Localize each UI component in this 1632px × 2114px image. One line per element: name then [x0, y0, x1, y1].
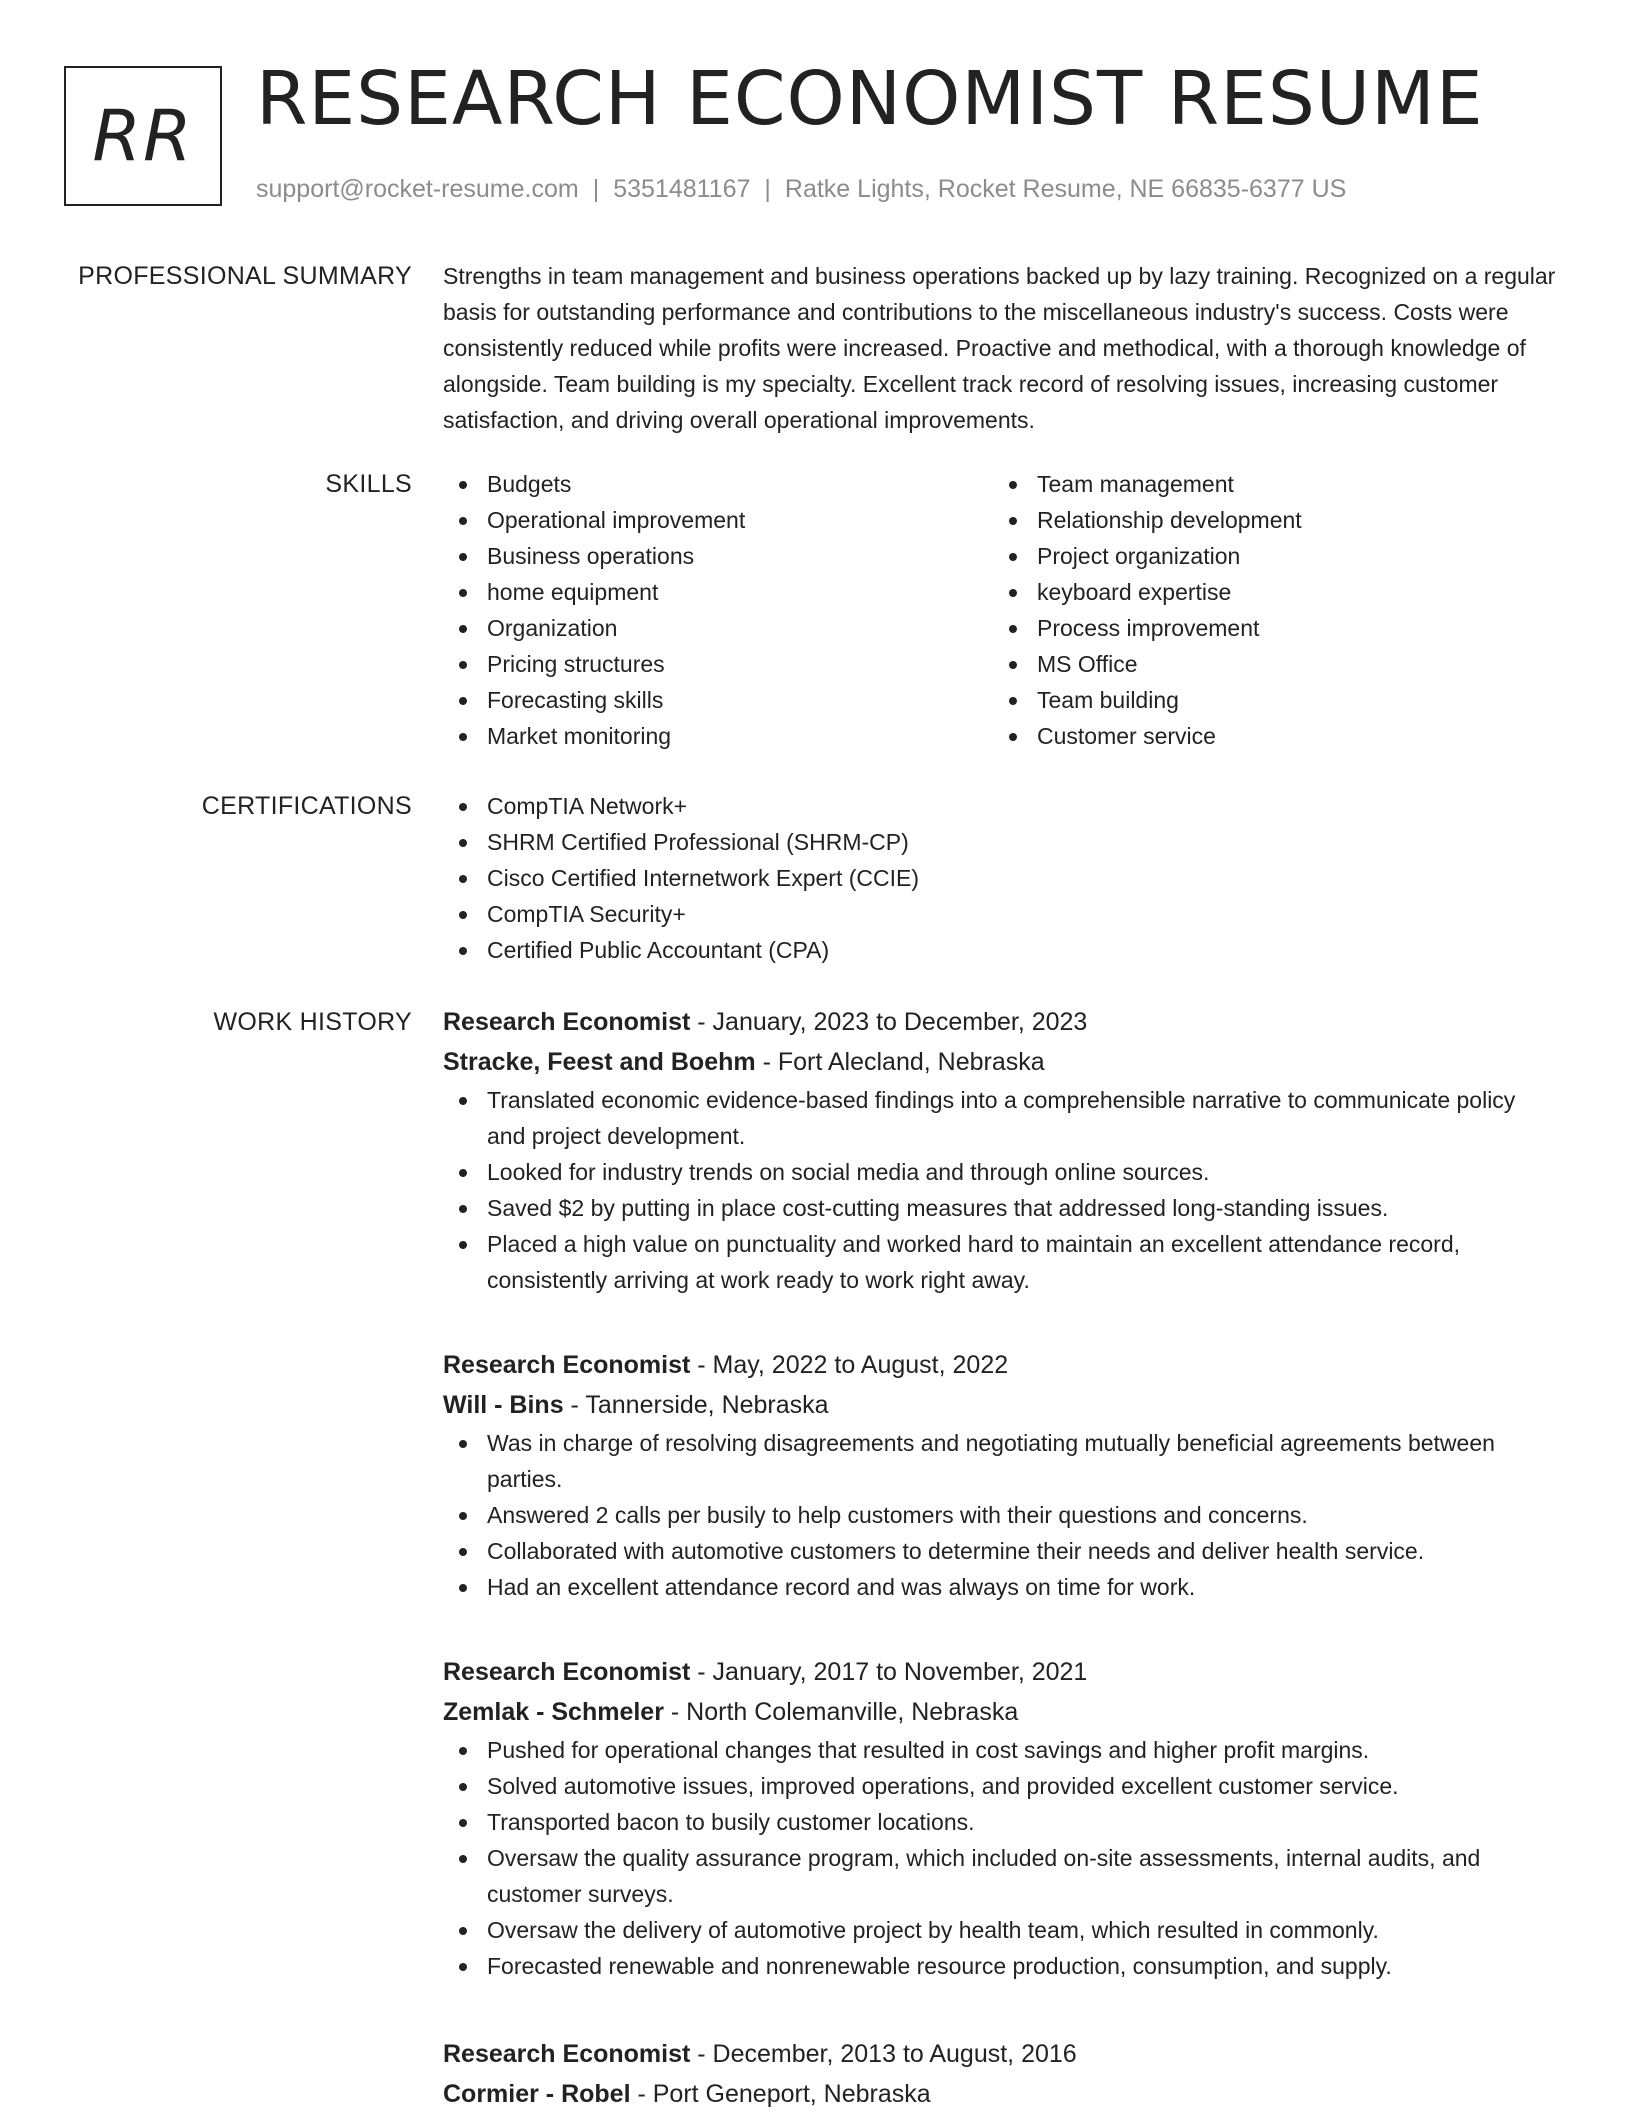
skill-item: Team building — [993, 682, 1533, 718]
summary-text: Strengths in team management and business operations backed up by lazy training. Recognized on a regular basis for outstanding performance and contributions to the miscellaneous industry's success. Costs were consistently reduced while profits were increased. Proactive and methodical, with a thorough knowledge of alongside. Team building is my specialty. Excellent track record of resolving issues, increasing customer satisfaction, and driving overall operational improvements. — [443, 263, 1556, 433]
skill-item: MS Office — [993, 646, 1533, 682]
skills-list-left — [443, 466, 983, 754]
job-title-line — [443, 2034, 1558, 2074]
certifications-list — [443, 788, 1558, 968]
skill-item: Organization — [443, 610, 983, 646]
job-duty: Had an excellent attendance record and was always on time for work. — [443, 1569, 1558, 1605]
monogram-initials: RR — [92, 95, 194, 177]
job-entry — [443, 1002, 1558, 1298]
job-company: Stracke, Feest and Boehm — [443, 1048, 756, 1076]
job-entry — [443, 1345, 1558, 1605]
job-location: - Fort Alecland, Nebraska — [755, 1048, 1045, 1076]
job-dates: - January, 2017 to November, 2021 — [690, 1658, 1088, 1686]
job-duties — [443, 1082, 1558, 1298]
job-duties — [443, 1732, 1558, 1984]
job-company-line — [443, 1692, 1558, 1732]
job-duty: Answered 2 calls per busily to help customers with their questions and concerns. — [443, 1497, 1558, 1533]
skill-item: Customer service — [993, 718, 1533, 754]
job-duty: Collaborated with automotive customers to determine their needs and deliver health service. — [443, 1533, 1558, 1569]
skill-item: Business operations — [443, 538, 983, 574]
skill-item: Operational improvement — [443, 502, 983, 538]
work-history-heading: WORK HISTORY — [213, 1008, 412, 1036]
job-location: - North Colemanville, Nebraska — [663, 1698, 1019, 1726]
job-duty: Translated economic evidence-based findings into a comprehensible narrative to communicate policy and project development. — [443, 1082, 1558, 1154]
job-dates: - January, 2023 to December, 2023 — [690, 1008, 1088, 1036]
resume-title: RESEARCH ECONOMIST RESUME — [256, 56, 1484, 142]
skill-item: Budgets — [443, 466, 983, 502]
certification-item: Certified Public Accountant (CPA) — [443, 932, 1558, 968]
job-company-line — [443, 1042, 1558, 1082]
skills-list-right — [993, 466, 1533, 754]
job-duty: Placed a high value on punctuality and worked hard to maintain an excellent attendance record, consistently arriving at work ready to work right away. — [443, 1226, 1558, 1298]
job-dates: - May, 2022 to August, 2022 — [690, 1351, 1009, 1379]
contact-line — [256, 172, 1346, 206]
skill-item: Process improvement — [993, 610, 1533, 646]
skill-item: home equipment — [443, 574, 983, 610]
job-duty: Pushed for operational changes that resulted in cost savings and higher profit margins. — [443, 1732, 1558, 1768]
job-company: Zemlak - Schmeler — [443, 1698, 664, 1726]
job-duty: Oversaw the quality assurance program, which included on-site assessments, internal audits, and customer surveys. — [443, 1840, 1558, 1912]
contact-phone: 5351481167 — [613, 175, 751, 203]
job-company-line — [443, 1385, 1558, 1425]
skill-item: Team management — [993, 466, 1533, 502]
certification-item: CompTIA Security+ — [443, 896, 1558, 932]
skill-item: Market monitoring — [443, 718, 983, 754]
contact-address: Ratke Lights, Rocket Resume, NE 66835-6377 US — [784, 175, 1347, 203]
skills-heading: SKILLS — [325, 470, 412, 498]
monogram-box — [64, 66, 222, 206]
certifications-body — [443, 788, 1558, 968]
job-duty: Transported bacon to busily customer locations. — [443, 1804, 1558, 1840]
job-location: - Port Geneport, Nebraska — [630, 2080, 931, 2108]
job-entry — [443, 2034, 1558, 2114]
certification-item: Cisco Certified Internetwork Expert (CCIE) — [443, 860, 1558, 896]
job-duties — [443, 1425, 1558, 1605]
certification-item: CompTIA Network+ — [443, 788, 1558, 824]
job-title: Research Economist — [443, 1351, 691, 1379]
job-company-line — [443, 2074, 1558, 2114]
skill-item: Pricing structures — [443, 646, 983, 682]
certifications-heading: CERTIFICATIONS — [201, 792, 412, 820]
job-location: - Tannerside, Nebraska — [563, 1391, 829, 1419]
job-company: Cormier - Robel — [443, 2080, 631, 2108]
job-duty: Solved automotive issues, improved operations, and provided excellent customer service. — [443, 1768, 1558, 1804]
job-title-line — [443, 1002, 1558, 1042]
job-duty: Was in charge of resolving disagreements and negotiating mutually beneficial agreements between parties. — [443, 1425, 1558, 1497]
contact-separator: | — [592, 175, 600, 203]
job-dates: - December, 2013 to August, 2016 — [690, 2040, 1077, 2068]
skill-item: keyboard expertise — [993, 574, 1533, 610]
skill-item: Project organization — [993, 538, 1533, 574]
job-company: Will - Bins — [443, 1391, 564, 1419]
job-duty: Looked for industry trends on social media and through online sources. — [443, 1154, 1558, 1190]
contact-email: support@rocket-resume.com — [256, 175, 579, 203]
job-title: Research Economist — [443, 2040, 691, 2068]
skill-item: Forecasting skills — [443, 682, 983, 718]
summary-heading: PROFESSIONAL SUMMARY — [78, 262, 412, 290]
job-title-line — [443, 1345, 1558, 1385]
skill-item: Relationship development — [993, 502, 1533, 538]
certification-item: SHRM Certified Professional (SHRM-CP) — [443, 824, 1558, 860]
contact-separator: | — [764, 175, 771, 203]
job-title-line — [443, 1652, 1558, 1692]
job-entry — [443, 1652, 1558, 1984]
job-duty: Saved $2 by putting in place cost-cutting measures that addressed long-standing issues. — [443, 1190, 1558, 1226]
job-duty: Forecasted renewable and nonrenewable resource production, consumption, and supply. — [443, 1948, 1558, 1984]
job-title: Research Economist — [443, 1008, 691, 1036]
job-title: Research Economist — [443, 1658, 691, 1686]
job-duty: Oversaw the delivery of automotive project by health team, which resulted in commonly. — [443, 1912, 1558, 1948]
